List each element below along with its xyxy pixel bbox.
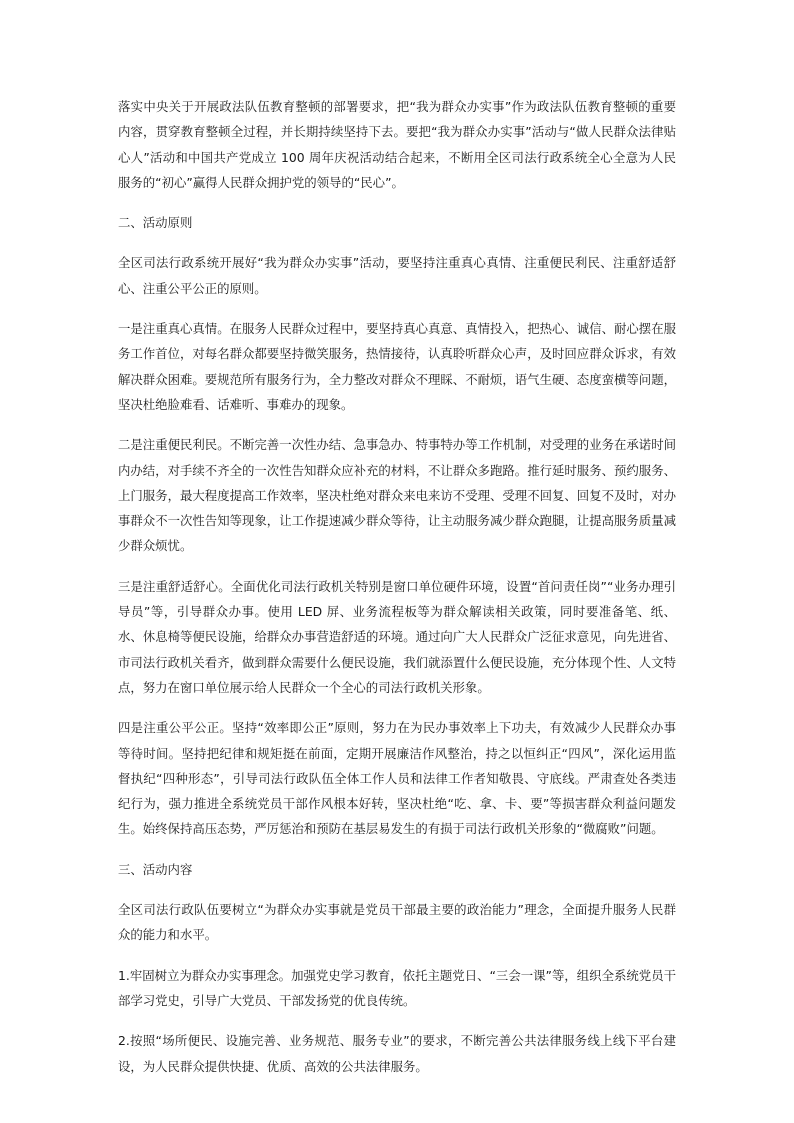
content-item-1: 1.牢固树立为群众办实事理念。加强党史学习教育，依托主题党日、“三会一课”等，组织全系统党员干部学习党史，引导广大党员、干部发扬党的优良传统。: [118, 967, 676, 1008]
intro-paragraph: 落实中央关于开展政法队伍教育整顿的部署要求，把“我为群众办实事”作为政法队伍教育整顿的重要内容，贯穿教育整顿全过程，并长期持续坚持下去。要把“我为群众办实事”活动与“做人民群众法律贴心人”活动和中国共产党成立 100 周年庆祝活动结合起来，不断用全区司法行政系统全心全意为人民服务的“初心”赢得人民群众拥护党的领导的“民心”。: [118, 99, 676, 190]
content-item-2: 2.按照“场所便民、设施完善、业务规范、服务专业”的要求，不断完善公共法律服务线上线下平台建设，为人民群众提供快捷、优质、高效的公共法律服务。: [118, 1033, 676, 1074]
principle-fairness: 四是注重公平公正。坚持“效率即公正”原则，努力在为民办事效率上下功夫，有效减少人民群众办事等待时间。坚持把纪律和规矩挺在前面，定期开展廉洁作风整治，持之以恒纠正“四风”，深化运用监督执纪“四种形态”，引导司法行政队伍全体工作人员和法律工作者知敬畏、守底线。严肃查处各类违纪行为，强力推进全系统党员干部作风根本好转，坚决杜绝“吃、拿、卡、要”等损害群众利益问题发生。始终保持高压态势，严厉惩治和预防在基层易发生的有损于司法行政机关形象的“微腐败”问题。: [118, 720, 676, 837]
principle-comfort: 三是注重舒适舒心。全面优化司法行政机关特别是窗口单位硬件环境，设置“首问责任岗”“业务办理引导员”等，引导群众办事。使用 LED 屏、业务流程板等为群众解读相关政策，同时要准备笔、纸、水、休息椅等便民设施，给群众办事营造舒适的环境。通过向广大人民群众广泛征求意见，向先进省、市司法行政机关看齐，做到群众需要什么便民设施，我们就添置什么便民设施，充分体现个性、人文特点，努力在窗口单位展示给人民群众一个全心的司法行政机关形象。: [118, 578, 676, 695]
principle-convenience: 二是注重便民利民。不断完善一次性办结、急事急办、特事特办等工作机制，对受理的业务在承诺时间内办结，对手续不齐全的一次性告知群众应补充的材料，不让群众多跑路。推行延时服务、预约服务、上门服务，最大程度提高工作效率，坚决杜绝对群众来电来访不受理、受理不回复、回复不及时，对办事群众不一次性告知等现象，让工作提速减少群众等待，让主动服务减少群众跑腿，让提高服务质量减少群众烦忧。: [118, 437, 676, 554]
section-heading-principles: 二、活动原则: [118, 215, 193, 231]
section-heading-content: 三、活动内容: [118, 861, 193, 877]
content-summary: 全区司法行政队伍要树立“为群众办实事就是党员干部最主要的政治能力”理念，全面提升服务人民群众的能力和水平。: [118, 902, 676, 943]
document-body: [118, 94, 676, 1079]
principles-summary: 全区司法行政系统开展好“我为群众办实事”活动，要坚持注重真心真情、注重便民利民、注重舒适舒心、注重公平公正的原则。: [118, 255, 676, 296]
principle-sincerity: 一是注重真心真情。在服务人民群众过程中，要坚持真心真意、真情投入，把热心、诚信、耐心摆在服务工作首位，对每名群众都要坚持微笑服务，热情接待，认真聆听群众心声，及时回应群众诉求，有效解决群众困难。要规范所有服务行为，全力整改对群众不理睬、不耐烦，语气生硬、态度蛮横等问题，坚决杜绝脸难看、话难听、事难办的现象。: [118, 321, 676, 412]
